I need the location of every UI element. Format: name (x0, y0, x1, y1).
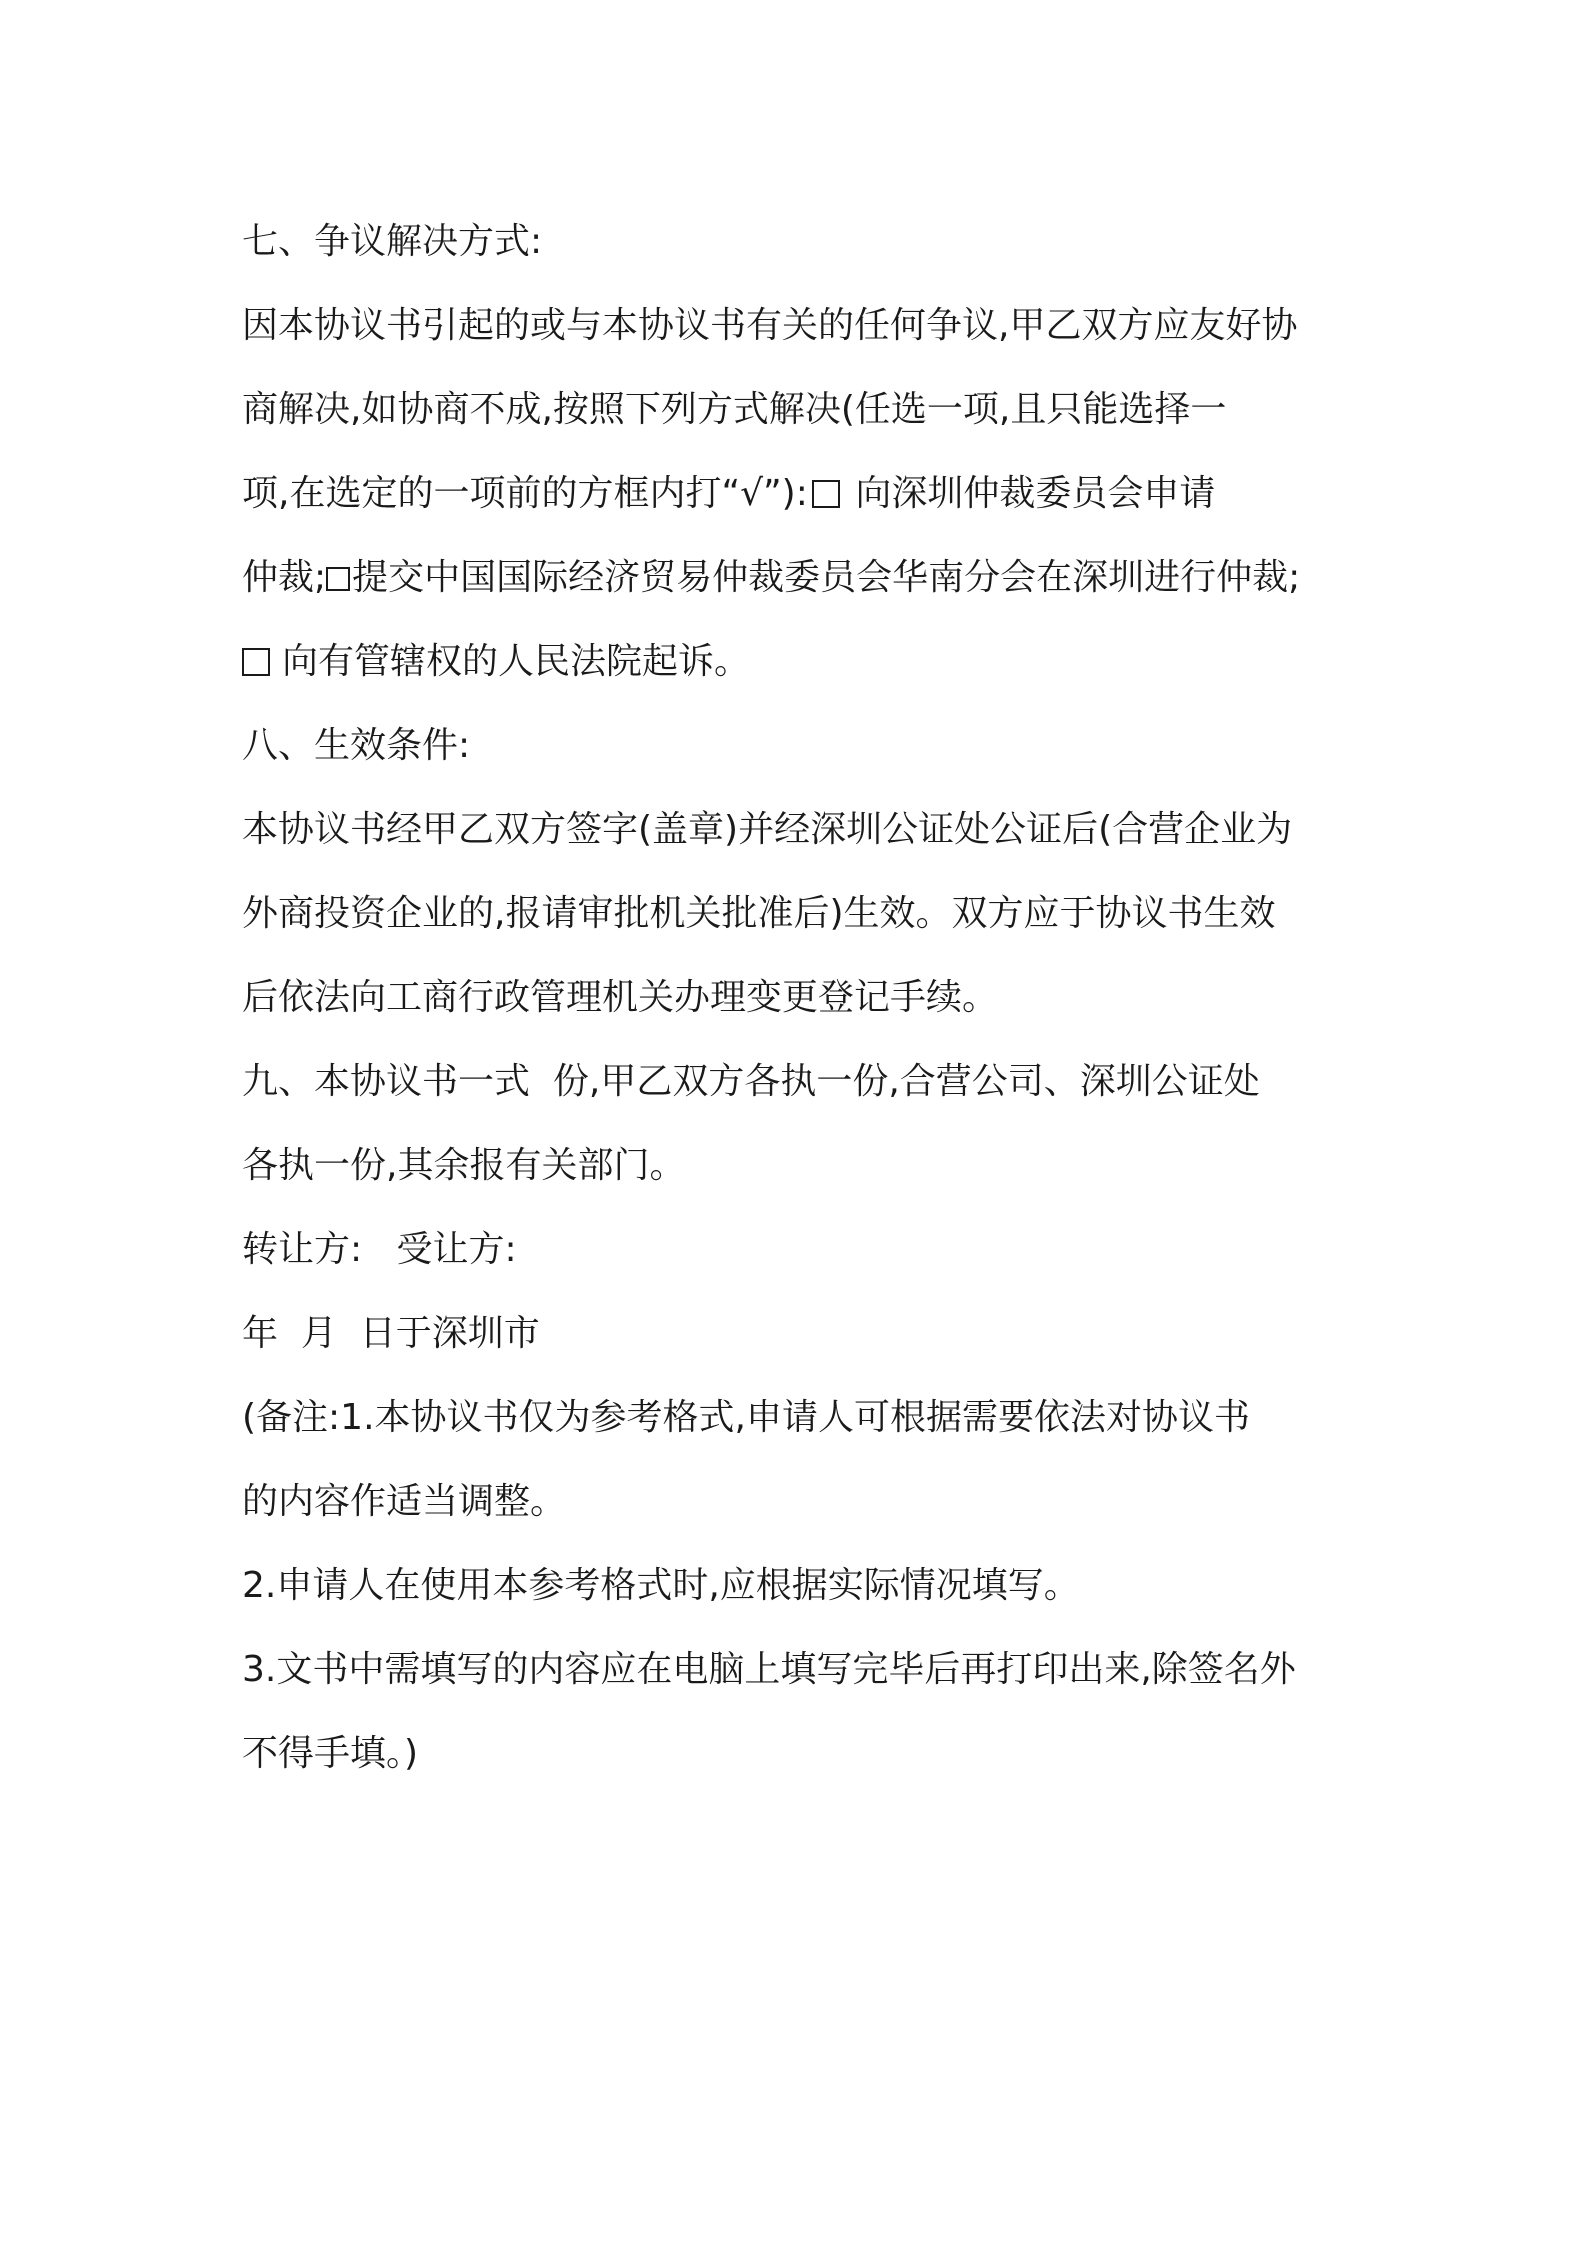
checkbox-shenzhen-arbitration (812, 480, 840, 508)
section-7-line-3 (242, 452, 1364, 536)
section-7-line-3-text: 项,在选定的一项前的方框内打“√”): (242, 473, 808, 514)
section-7-line-4 (242, 536, 1364, 620)
option-shenzhen-arbitration-label: 向深圳仲裁委员会申请 (855, 473, 1216, 514)
section-8-line-1: 本协议书经甲乙双方签字(盖章)并经深圳公证处公证后(合营企业为 (242, 809, 1293, 850)
checkbox-court-litigation (242, 648, 270, 676)
signature-date: 年 月 日于深圳市 (242, 1313, 540, 1354)
section-8-line-2: 外商投资企业的,报请审批机关批准后)生效。双方应于协议书生效 (242, 893, 1276, 934)
note-1-line-1: (备注:1.本协议书仅为参考格式,申请人可根据需要依法对协议书 (242, 1397, 1250, 1438)
option-court-litigation-label: 向有管辖权的人民法院起诉。 (282, 641, 751, 682)
section-7-line-5 (242, 620, 1364, 704)
note-3-line-1: 3.文书中需填写的内容应在电脑上填写完毕后再打印出来,除签名外 (242, 1649, 1296, 1690)
section-8-heading: 八、生效条件: (242, 725, 471, 766)
note-1-line-2: 的内容作适当调整。 (242, 1481, 567, 1522)
note-2: 2.申请人在使用本参考格式时,应根据实际情况填写。 (242, 1565, 1080, 1606)
signature-parties: 转让方: 受让方: (242, 1229, 517, 1270)
checkbox-cietac-south-china (326, 567, 350, 591)
option-shenzhen-arbitration-label-end: 仲裁; (242, 557, 327, 598)
section-8-line-3: 后依法向工商行政管理机关办理变更登记手续。 (242, 977, 999, 1018)
section-7-heading: 七、争议解决方式: (242, 221, 543, 262)
section-7-line-1: 因本协议书引起的或与本协议书有关的任何争议,甲乙双方应友好协 (242, 305, 1298, 346)
section-7-line-2: 商解决,如协商不成,按照下列方式解决(任选一项,且只能选择一 (242, 389, 1227, 430)
option-cietac-south-china-label: 提交中国国际经济贸易仲裁委员会华南分会在深圳进行仲裁; (352, 557, 1301, 598)
section-9-line-1: 九、本协议书一式 份,甲乙双方各执一份,合营公司、深圳公证处 (242, 1061, 1260, 1102)
note-3-line-2: 不得手填。) (242, 1733, 419, 1774)
section-9-line-2: 各执一份,其余报有关部门。 (242, 1145, 686, 1186)
document-body (242, 200, 1364, 1796)
